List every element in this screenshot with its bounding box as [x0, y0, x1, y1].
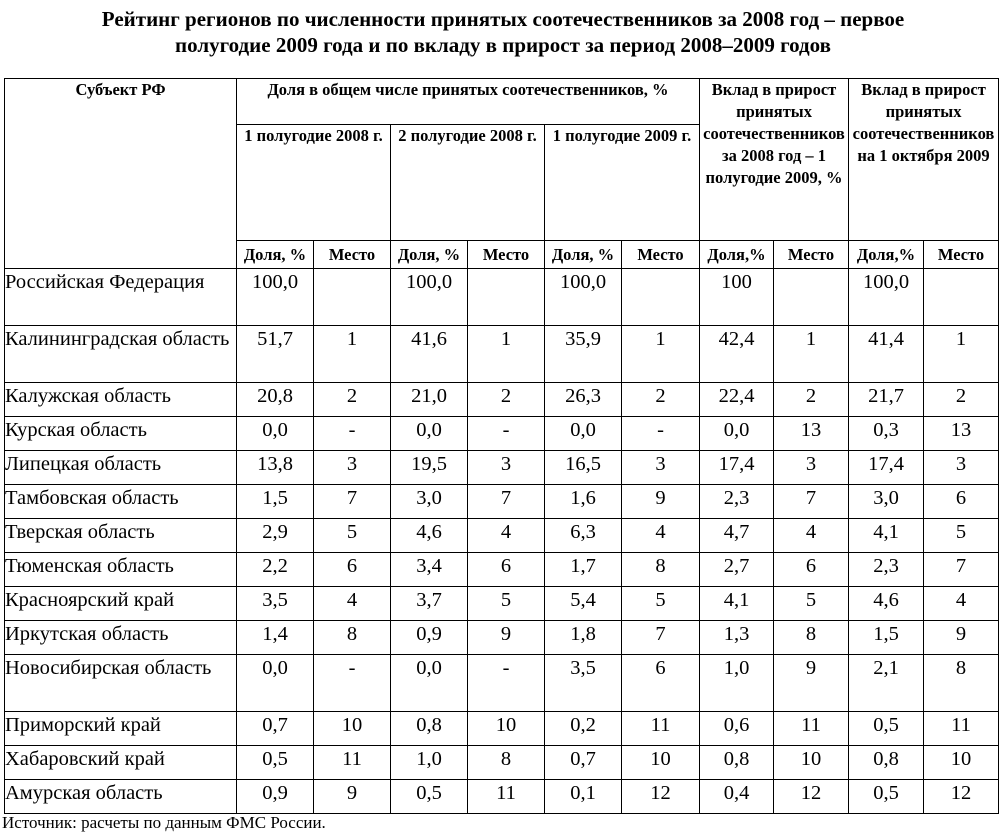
header-share-pct: Доля,%: [700, 241, 774, 269]
header-subject: Субъект РФ: [5, 79, 237, 269]
table-row: [5, 383, 999, 417]
rank-value: -: [314, 417, 391, 451]
rank-value: -: [622, 417, 700, 451]
rank-value: 5: [314, 519, 391, 553]
header-rank: Место: [468, 241, 545, 269]
share-value: 2,3: [700, 485, 774, 519]
share-value: 2,7: [700, 553, 774, 587]
rank-value: 7: [314, 485, 391, 519]
rank-value: 1: [774, 326, 849, 383]
rank-value: 3: [468, 451, 545, 485]
rank-value: 2: [924, 383, 999, 417]
share-value: 0,7: [237, 712, 314, 746]
rank-value: 2: [314, 383, 391, 417]
region-name: Тюменская область: [5, 553, 237, 587]
share-value: 0,8: [391, 712, 468, 746]
region-name: Приморский край: [5, 712, 237, 746]
rank-value: 12: [774, 780, 849, 814]
rank-value: [314, 269, 391, 326]
header-contrib-oct2009: Вклад в прирост принятых соотечественников на 1 октября 2009: [849, 79, 999, 241]
rank-value: 2: [622, 383, 700, 417]
share-value: 0,5: [849, 712, 924, 746]
header-h1-2008: 1 полугодие 2008 г.: [237, 125, 391, 241]
rank-value: 11: [622, 712, 700, 746]
share-value: 100: [700, 269, 774, 326]
region-name: Курская область: [5, 417, 237, 451]
share-value: 1,8: [545, 621, 622, 655]
table-row: [5, 553, 999, 587]
share-value: 100,0: [237, 269, 314, 326]
rank-value: 6: [468, 553, 545, 587]
rank-value: [924, 269, 999, 326]
table-row: [5, 780, 999, 814]
share-value: 4,1: [849, 519, 924, 553]
table-row: [5, 587, 999, 621]
rank-value: -: [468, 655, 545, 712]
share-value: 21,7: [849, 383, 924, 417]
rank-value: 8: [924, 655, 999, 712]
region-name: Тверская область: [5, 519, 237, 553]
table-row: [5, 746, 999, 780]
rank-value: 4: [314, 587, 391, 621]
rank-value: -: [468, 417, 545, 451]
share-value: 5,4: [545, 587, 622, 621]
share-value: 3,0: [391, 485, 468, 519]
share-value: 1,0: [700, 655, 774, 712]
rank-value: 3: [314, 451, 391, 485]
share-value: 4,6: [391, 519, 468, 553]
region-name: Тамбовская область: [5, 485, 237, 519]
rank-value: 8: [468, 746, 545, 780]
rank-value: 10: [924, 746, 999, 780]
region-name: Новосибирская область: [5, 655, 237, 712]
rank-value: 12: [924, 780, 999, 814]
share-value: 100,0: [849, 269, 924, 326]
table-row: [5, 451, 999, 485]
share-value: 0,5: [391, 780, 468, 814]
share-value: 1,7: [545, 553, 622, 587]
rank-value: 9: [314, 780, 391, 814]
rank-value: 9: [774, 655, 849, 712]
rank-value: 2: [774, 383, 849, 417]
rank-value: 9: [924, 621, 999, 655]
header-share-group: Доля в общем числе принятых соотечественников, %: [237, 79, 700, 125]
table-row: [5, 417, 999, 451]
share-value: 0,0: [700, 417, 774, 451]
rank-value: [774, 269, 849, 326]
share-value: 2,1: [849, 655, 924, 712]
share-value: 1,4: [237, 621, 314, 655]
share-value: 41,6: [391, 326, 468, 383]
header-share-pct: Доля, %: [545, 241, 622, 269]
title-line-2: полугодие 2009 года и по вкладу в прирост за период 2008–2009 годов: [175, 33, 831, 57]
share-value: 0,5: [237, 746, 314, 780]
rank-value: -: [314, 655, 391, 712]
table-row: [5, 712, 999, 746]
share-value: 19,5: [391, 451, 468, 485]
share-value: 0,9: [391, 621, 468, 655]
header-rank: Место: [924, 241, 999, 269]
header-share-pct: Доля,%: [849, 241, 924, 269]
rank-value: 7: [468, 485, 545, 519]
rank-value: 11: [774, 712, 849, 746]
rating-table: [4, 78, 999, 814]
share-value: 0,2: [545, 712, 622, 746]
share-value: 2,3: [849, 553, 924, 587]
share-value: 0,1: [545, 780, 622, 814]
rank-value: 5: [468, 587, 545, 621]
region-name: Хабаровский край: [5, 746, 237, 780]
rank-value: 4: [468, 519, 545, 553]
share-value: 3,5: [545, 655, 622, 712]
share-value: 0,9: [237, 780, 314, 814]
rank-value: 7: [774, 485, 849, 519]
rank-value: 10: [314, 712, 391, 746]
share-value: 1,5: [237, 485, 314, 519]
rank-value: 1: [924, 326, 999, 383]
header-h1-2009: 1 полугодие 2009 г.: [545, 125, 700, 241]
header-rank: Место: [774, 241, 849, 269]
region-name: Амурская область: [5, 780, 237, 814]
share-value: 3,0: [849, 485, 924, 519]
document-title: [0, 6, 1006, 58]
rank-value: 8: [622, 553, 700, 587]
rank-value: 1: [622, 326, 700, 383]
share-value: 100,0: [391, 269, 468, 326]
rank-value: 12: [622, 780, 700, 814]
table-row: [5, 326, 999, 383]
rank-value: 7: [924, 553, 999, 587]
share-value: 0,0: [545, 417, 622, 451]
share-value: 0,6: [700, 712, 774, 746]
share-value: 4,6: [849, 587, 924, 621]
rank-value: 13: [774, 417, 849, 451]
share-value: 13,8: [237, 451, 314, 485]
share-value: 2,2: [237, 553, 314, 587]
share-value: 35,9: [545, 326, 622, 383]
share-value: 2,9: [237, 519, 314, 553]
title-line-1: Рейтинг регионов по численности принятых соотечественников за 2008 год – первое: [101, 7, 905, 31]
rank-value: 3: [924, 451, 999, 485]
share-value: 3,5: [237, 587, 314, 621]
share-value: 6,3: [545, 519, 622, 553]
share-value: 17,4: [849, 451, 924, 485]
rank-value: 11: [924, 712, 999, 746]
region-name: Российская Федерация: [5, 269, 237, 326]
rank-value: 11: [468, 780, 545, 814]
share-value: 0,3: [849, 417, 924, 451]
source-note: Источник: расчеты по данным ФМС России.: [2, 813, 326, 832]
table-body: [5, 269, 999, 814]
share-value: 51,7: [237, 326, 314, 383]
region-name: Красноярский край: [5, 587, 237, 621]
header-rank: Место: [622, 241, 700, 269]
share-value: 22,4: [700, 383, 774, 417]
rank-value: 1: [314, 326, 391, 383]
share-value: 0,8: [849, 746, 924, 780]
share-value: 0,5: [849, 780, 924, 814]
rank-value: 10: [468, 712, 545, 746]
rank-value: 2: [468, 383, 545, 417]
header-share-pct: Доля, %: [237, 241, 314, 269]
header-rank: Место: [314, 241, 391, 269]
rank-value: 6: [622, 655, 700, 712]
share-value: 0,0: [391, 417, 468, 451]
share-value: 17,4: [700, 451, 774, 485]
share-value: 0,0: [391, 655, 468, 712]
table-row: [5, 621, 999, 655]
header-share-pct: Доля, %: [391, 241, 468, 269]
share-value: 3,7: [391, 587, 468, 621]
rank-value: 11: [314, 746, 391, 780]
share-value: 41,4: [849, 326, 924, 383]
rank-value: 8: [314, 621, 391, 655]
rank-value: 6: [924, 485, 999, 519]
share-value: 1,0: [391, 746, 468, 780]
rank-value: 9: [622, 485, 700, 519]
share-value: 0,4: [700, 780, 774, 814]
region-name: Калужская область: [5, 383, 237, 417]
rank-value: 13: [924, 417, 999, 451]
rank-value: 5: [622, 587, 700, 621]
rank-value: 10: [774, 746, 849, 780]
rank-value: [468, 269, 545, 326]
rank-value: 3: [622, 451, 700, 485]
rank-value: [622, 269, 700, 326]
table-row: [5, 519, 999, 553]
share-value: 100,0: [545, 269, 622, 326]
header-h2-2008: 2 полугодие 2008 г.: [391, 125, 545, 241]
table-row: [5, 269, 999, 326]
share-value: 1,5: [849, 621, 924, 655]
share-value: 0,0: [237, 655, 314, 712]
table-row: [5, 655, 999, 712]
share-value: 4,7: [700, 519, 774, 553]
rank-value: 4: [924, 587, 999, 621]
rank-value: 6: [774, 553, 849, 587]
rank-value: 3: [774, 451, 849, 485]
region-name: Липецкая область: [5, 451, 237, 485]
share-value: 16,5: [545, 451, 622, 485]
table-row: [5, 485, 999, 519]
share-value: 26,3: [545, 383, 622, 417]
rank-value: 5: [924, 519, 999, 553]
share-value: 21,0: [391, 383, 468, 417]
share-value: 1,6: [545, 485, 622, 519]
share-value: 1,3: [700, 621, 774, 655]
share-value: 3,4: [391, 553, 468, 587]
share-value: 4,1: [700, 587, 774, 621]
rank-value: 1: [468, 326, 545, 383]
rank-value: 4: [622, 519, 700, 553]
rank-value: 10: [622, 746, 700, 780]
rank-value: 8: [774, 621, 849, 655]
share-value: 0,0: [237, 417, 314, 451]
rank-value: 5: [774, 587, 849, 621]
region-name: Иркутская область: [5, 621, 237, 655]
rank-value: 6: [314, 553, 391, 587]
share-value: 42,4: [700, 326, 774, 383]
share-value: 20,8: [237, 383, 314, 417]
header-contrib-2008: Вклад в прирост принятых соотечественников за 2008 год – 1 полугодие 2009, %: [700, 79, 849, 241]
share-value: 0,7: [545, 746, 622, 780]
region-name: Калининградская область: [5, 326, 237, 383]
rank-value: 7: [622, 621, 700, 655]
share-value: 0,8: [700, 746, 774, 780]
rank-value: 4: [774, 519, 849, 553]
rank-value: 9: [468, 621, 545, 655]
